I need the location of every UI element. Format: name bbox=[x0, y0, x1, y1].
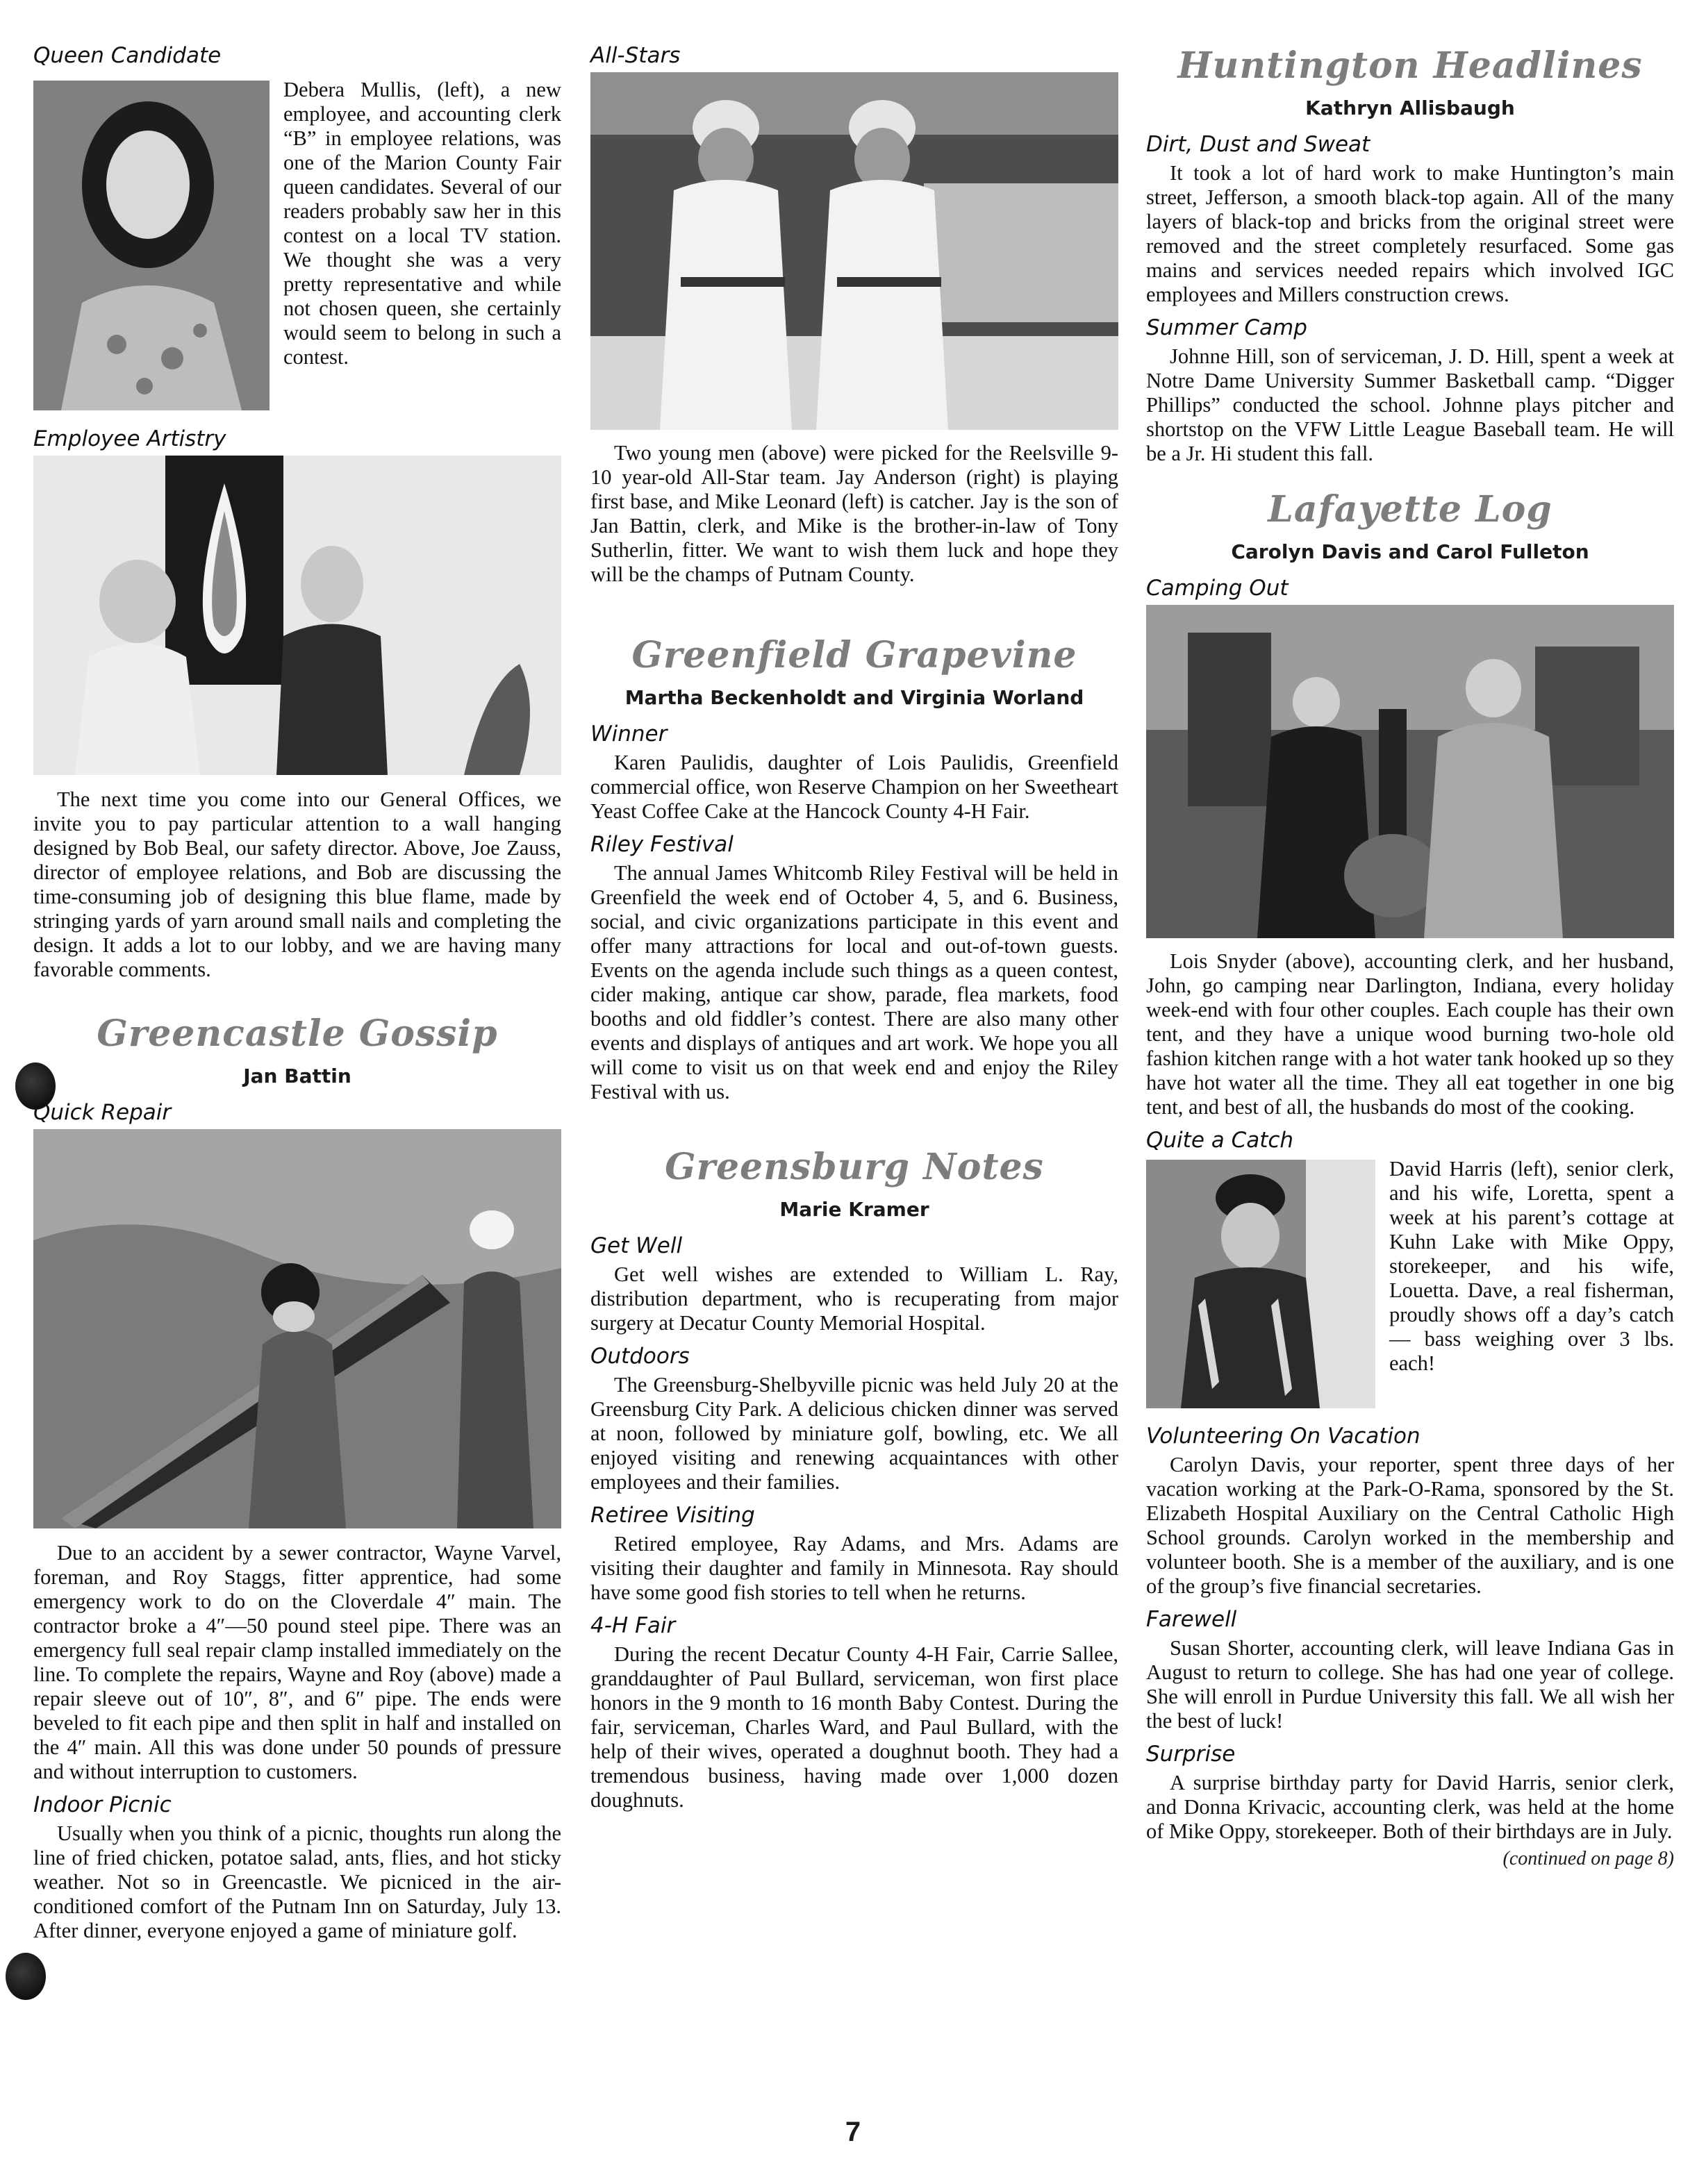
byline-greenfield: Martha Beckenholdt and Virginia Worland bbox=[624, 686, 1084, 709]
kicker-volunteering: Volunteering On Vacation bbox=[1146, 1424, 1421, 1449]
story-queen-candidate bbox=[33, 42, 561, 417]
kicker-farewell: Farewell bbox=[1146, 1607, 1237, 1632]
photo-all-stars bbox=[590, 72, 1118, 430]
kicker-winner: Winner bbox=[590, 722, 668, 747]
text-camping-out: Lois Snyder (above), accounting clerk, and her husband, John, go camping near Darlington, Indiana, every holiday week-end with four other couples. Each couple has their own tent, and they have a unique wood burning two-hole old fashion kitchen range with a hot water tank hooked up so they have hot water all the time. They all eat together in one big tent, and best of all, the husbands do most of the cooking. bbox=[1146, 949, 1674, 1119]
punch-hole bbox=[6, 1953, 46, 2000]
text-quick-repair: Due to an accident by a sewer contractor, Wayne Varvel, foreman, and Roy Staggs, fitter apprentice, had some emergency work to do on the Cloverdale 4″ main. The contractor broke a 4″—50 pound steel pipe. There was an emergency full seal repair clamp installed immediately on the line. To complete the repairs, Wayne and Roy (above) made a repair sleeve out of 10″, 8″, and 6″ pipe. The ends were beveled to fit each pipe and then split in half and installed on the 4″ main. All this was done under 50 pounds of pressure and without interruption to customers. bbox=[33, 1541, 561, 1783]
text-outdoors: The Greensburg-Shelbyville picnic was held July 20 at the Greensburg City Park. A delicious chicken dinner was served at noon, followed by miniature golf, bowling, etc. We all enjoyed visiting and renewing acquaintances with other employees and their families. bbox=[590, 1373, 1118, 1494]
photo-quite-a-catch bbox=[1146, 1160, 1375, 1408]
continued-note: (continued on page 8) bbox=[1502, 1848, 1674, 1869]
kicker-riley-festival: Riley Festival bbox=[590, 832, 734, 857]
photo-employee-artistry bbox=[33, 456, 561, 775]
photo-quick-repair bbox=[33, 1129, 561, 1528]
byline-greencastle: Jan Battin bbox=[243, 1065, 351, 1087]
text-indoor-picnic: Usually when you think of a picnic, thoughts run along the line of fried chicken, potatoe salad, ants, flies, and hot sticky weather. Not so in Greencastle. We picniced in the air-conditioned comfort of the Putnam Inn on Saturday, July 13. After dinner, everyone enjoyed a game of miniature golf. bbox=[33, 1822, 561, 1942]
text-queen-candidate: Debera Mullis, (left), a new employee, and accounting clerk “B” in employee relations, was one of the Marion County Fair queen candidates. Several of our readers probably saw her in this contest on a local TV station. We thought she was a very pretty representative and while not chosen queen, she certainly would seem to belong in such a contest. bbox=[283, 78, 561, 369]
text-riley-festival: The annual James Whitcomb Riley Festival will be held in Greenfield the week end of October 4, 5, and 6. Business, social, and civic organizations participate in this event and offer many attractions for local and out-of-town guests. Events on the agenda include such things as a queen contest, cider making, antique car show, parade, flea markets, food booths and old fiddler’s contest. There are also many other events and displays of antiques and art work. We hope you all will come to visit us on that week end and enjoy the Riley Festival with us. bbox=[590, 861, 1118, 1103]
kicker-camping-out: Camping Out bbox=[1146, 576, 1289, 601]
text-4h-fair: During the recent Decatur County 4-H Fair, Carrie Sallee, granddaughter of Paul Bullard, serviceman, won first place honors in the 9 month to 16 month Baby Contest. During the fair, serviceman, Charles Ward, and Paul Bullard, with the help of their wives, operated a doughnut booth. They had a tremendous business, having made over 1,000 dozen doughnuts. bbox=[590, 1642, 1118, 1812]
text-all-stars: Two young men (above) were picked for the Reelsville 9-10 year-old All-Star team. Jay Anderson (right) is playing first base, and Mike Leonard (left) is catcher. Jay is the son of Jan Battin, clerk, and Mike is the brother-in-law of Tony Sutherlin, fitter. We want to wish them luck and hope they will be the champs of Putnam County. bbox=[590, 441, 1118, 586]
text-farewell: Susan Shorter, accounting clerk, will leave Indiana Gas in August to return to college. She has had one year of college. She will enroll in Purdue University this fall. We all wish her the best of luck! bbox=[1146, 1636, 1674, 1733]
text-winner: Karen Paulidis, daughter of Lois Paulidis, Greenfield commercial office, won Reserve Champion on her Sweetheart Yeast Coffee Cake at the Hancock County 4-H Fair. bbox=[590, 751, 1118, 823]
text-summer-camp: Johnne Hill, son of serviceman, J. D. Hill, spent a week at Notre Dame University Summer Basketball camp. “Digger Phillips” conducted the school. Johnne plays pitcher and shortstop on the VFW Little League Baseball team. He will be a Jr. Hi student this fall. bbox=[1146, 344, 1674, 465]
photo-camping-out bbox=[1146, 605, 1674, 938]
byline-huntington: Kathryn Allisbaugh bbox=[1305, 97, 1515, 119]
heading-greenfield-grapevine: Greenfield Grapevine bbox=[631, 634, 1077, 676]
text-employee-artistry: The next time you come into our General Offices, we invite you to pay particular attention to a wall hanging designed by Bob Beal, our safety director. Above, Joe Zauss, director of employee relations, and Bob are discussing the time-consuming job of designing this blue flame, made by stringing yards of yarn around small nails and completing the design. It adds a lot to our lobby, and we are having many favorable comments. bbox=[33, 787, 561, 981]
text-surprise: A surprise birthday party for David Harris, senior clerk, and Donna Krivacic, accounting clerk, was held at the home of Mike Oppy, storekeeper. Both of their birthdays are in July. bbox=[1146, 1771, 1674, 1843]
text-get-well: Get well wishes are extended to William L. Ray, distribution department, who is recuperating from major surgery at Decatur County Memorial Hospital. bbox=[590, 1262, 1118, 1335]
column-middle bbox=[590, 42, 1118, 1812]
column-right bbox=[1146, 42, 1674, 1870]
text-dirt-dust-sweat: It took a lot of hard work to make Huntington’s main street, Jefferson, a smooth black-top again. All of the many layers of black-top and bricks from the original street were removed and the street completely resurfaced. Some gas mains and services needed repairs which involved IGC employees and Millers construction crews. bbox=[1146, 161, 1674, 306]
kicker-employee-artistry: Employee Artistry bbox=[33, 426, 226, 451]
kicker-indoor-picnic: Indoor Picnic bbox=[33, 1792, 172, 1817]
kicker-quick-repair: Quick Repair bbox=[33, 1100, 172, 1125]
byline-greensburg: Marie Kramer bbox=[779, 1198, 929, 1221]
heading-huntington-headlines: Huntington Headlines bbox=[1177, 44, 1643, 87]
heading-lafayette-log: Lafayette Log bbox=[1268, 488, 1552, 531]
kicker-4h-fair: 4-H Fair bbox=[590, 1613, 676, 1638]
kicker-queen-candidate: Queen Candidate bbox=[33, 43, 222, 68]
byline-lafayette: Carolyn Davis and Carol Fulleton bbox=[1231, 540, 1589, 563]
kicker-all-stars: All-Stars bbox=[590, 43, 681, 68]
kicker-summer-camp: Summer Camp bbox=[1146, 315, 1307, 340]
kicker-retiree-visiting: Retiree Visiting bbox=[590, 1503, 755, 1528]
heading-greensburg-notes: Greensburg Notes bbox=[665, 1146, 1044, 1188]
column-left bbox=[33, 42, 561, 1943]
kicker-dirt-dust-sweat: Dirt, Dust and Sweat bbox=[1146, 132, 1370, 157]
heading-greencastle-gossip: Greencastle Gossip bbox=[97, 1012, 498, 1055]
kicker-get-well: Get Well bbox=[590, 1233, 683, 1258]
page-number: 7 bbox=[845, 2117, 861, 2147]
text-retiree-visiting: Retired employee, Ray Adams, and Mrs. Adams are visiting their daughter and family in Minnesota. Ray should have some good fish stories to tell when he returns. bbox=[590, 1532, 1118, 1604]
kicker-surprise: Surprise bbox=[1146, 1742, 1236, 1767]
text-quite-a-catch: David Harris (left), senior clerk, and his wife, Loretta, spent a week at his parent’s cottage at Kuhn Lake with Mike Oppy, storekeeper, and his wife, Louetta. Dave, a real fisherman, proudly shows off a day’s catch — bass weighing over 3 lbs. each! bbox=[1389, 1157, 1674, 1375]
photo-queen-candidate bbox=[33, 81, 270, 410]
kicker-quite-a-catch: Quite a Catch bbox=[1146, 1128, 1294, 1153]
kicker-outdoors: Outdoors bbox=[590, 1344, 690, 1369]
story-quite-a-catch bbox=[1146, 1157, 1674, 1415]
text-volunteering: Carolyn Davis, your reporter, spent three days of her vacation working at the Park-O-Rama, sponsored by the St. Elizabeth Hospital Auxiliary on the Central Catholic High School grounds. Carolyn worked in the membership and volunteer booth. She is a member of the auxiliary, and is one of the group’s five financial secretaries. bbox=[1146, 1453, 1674, 1598]
